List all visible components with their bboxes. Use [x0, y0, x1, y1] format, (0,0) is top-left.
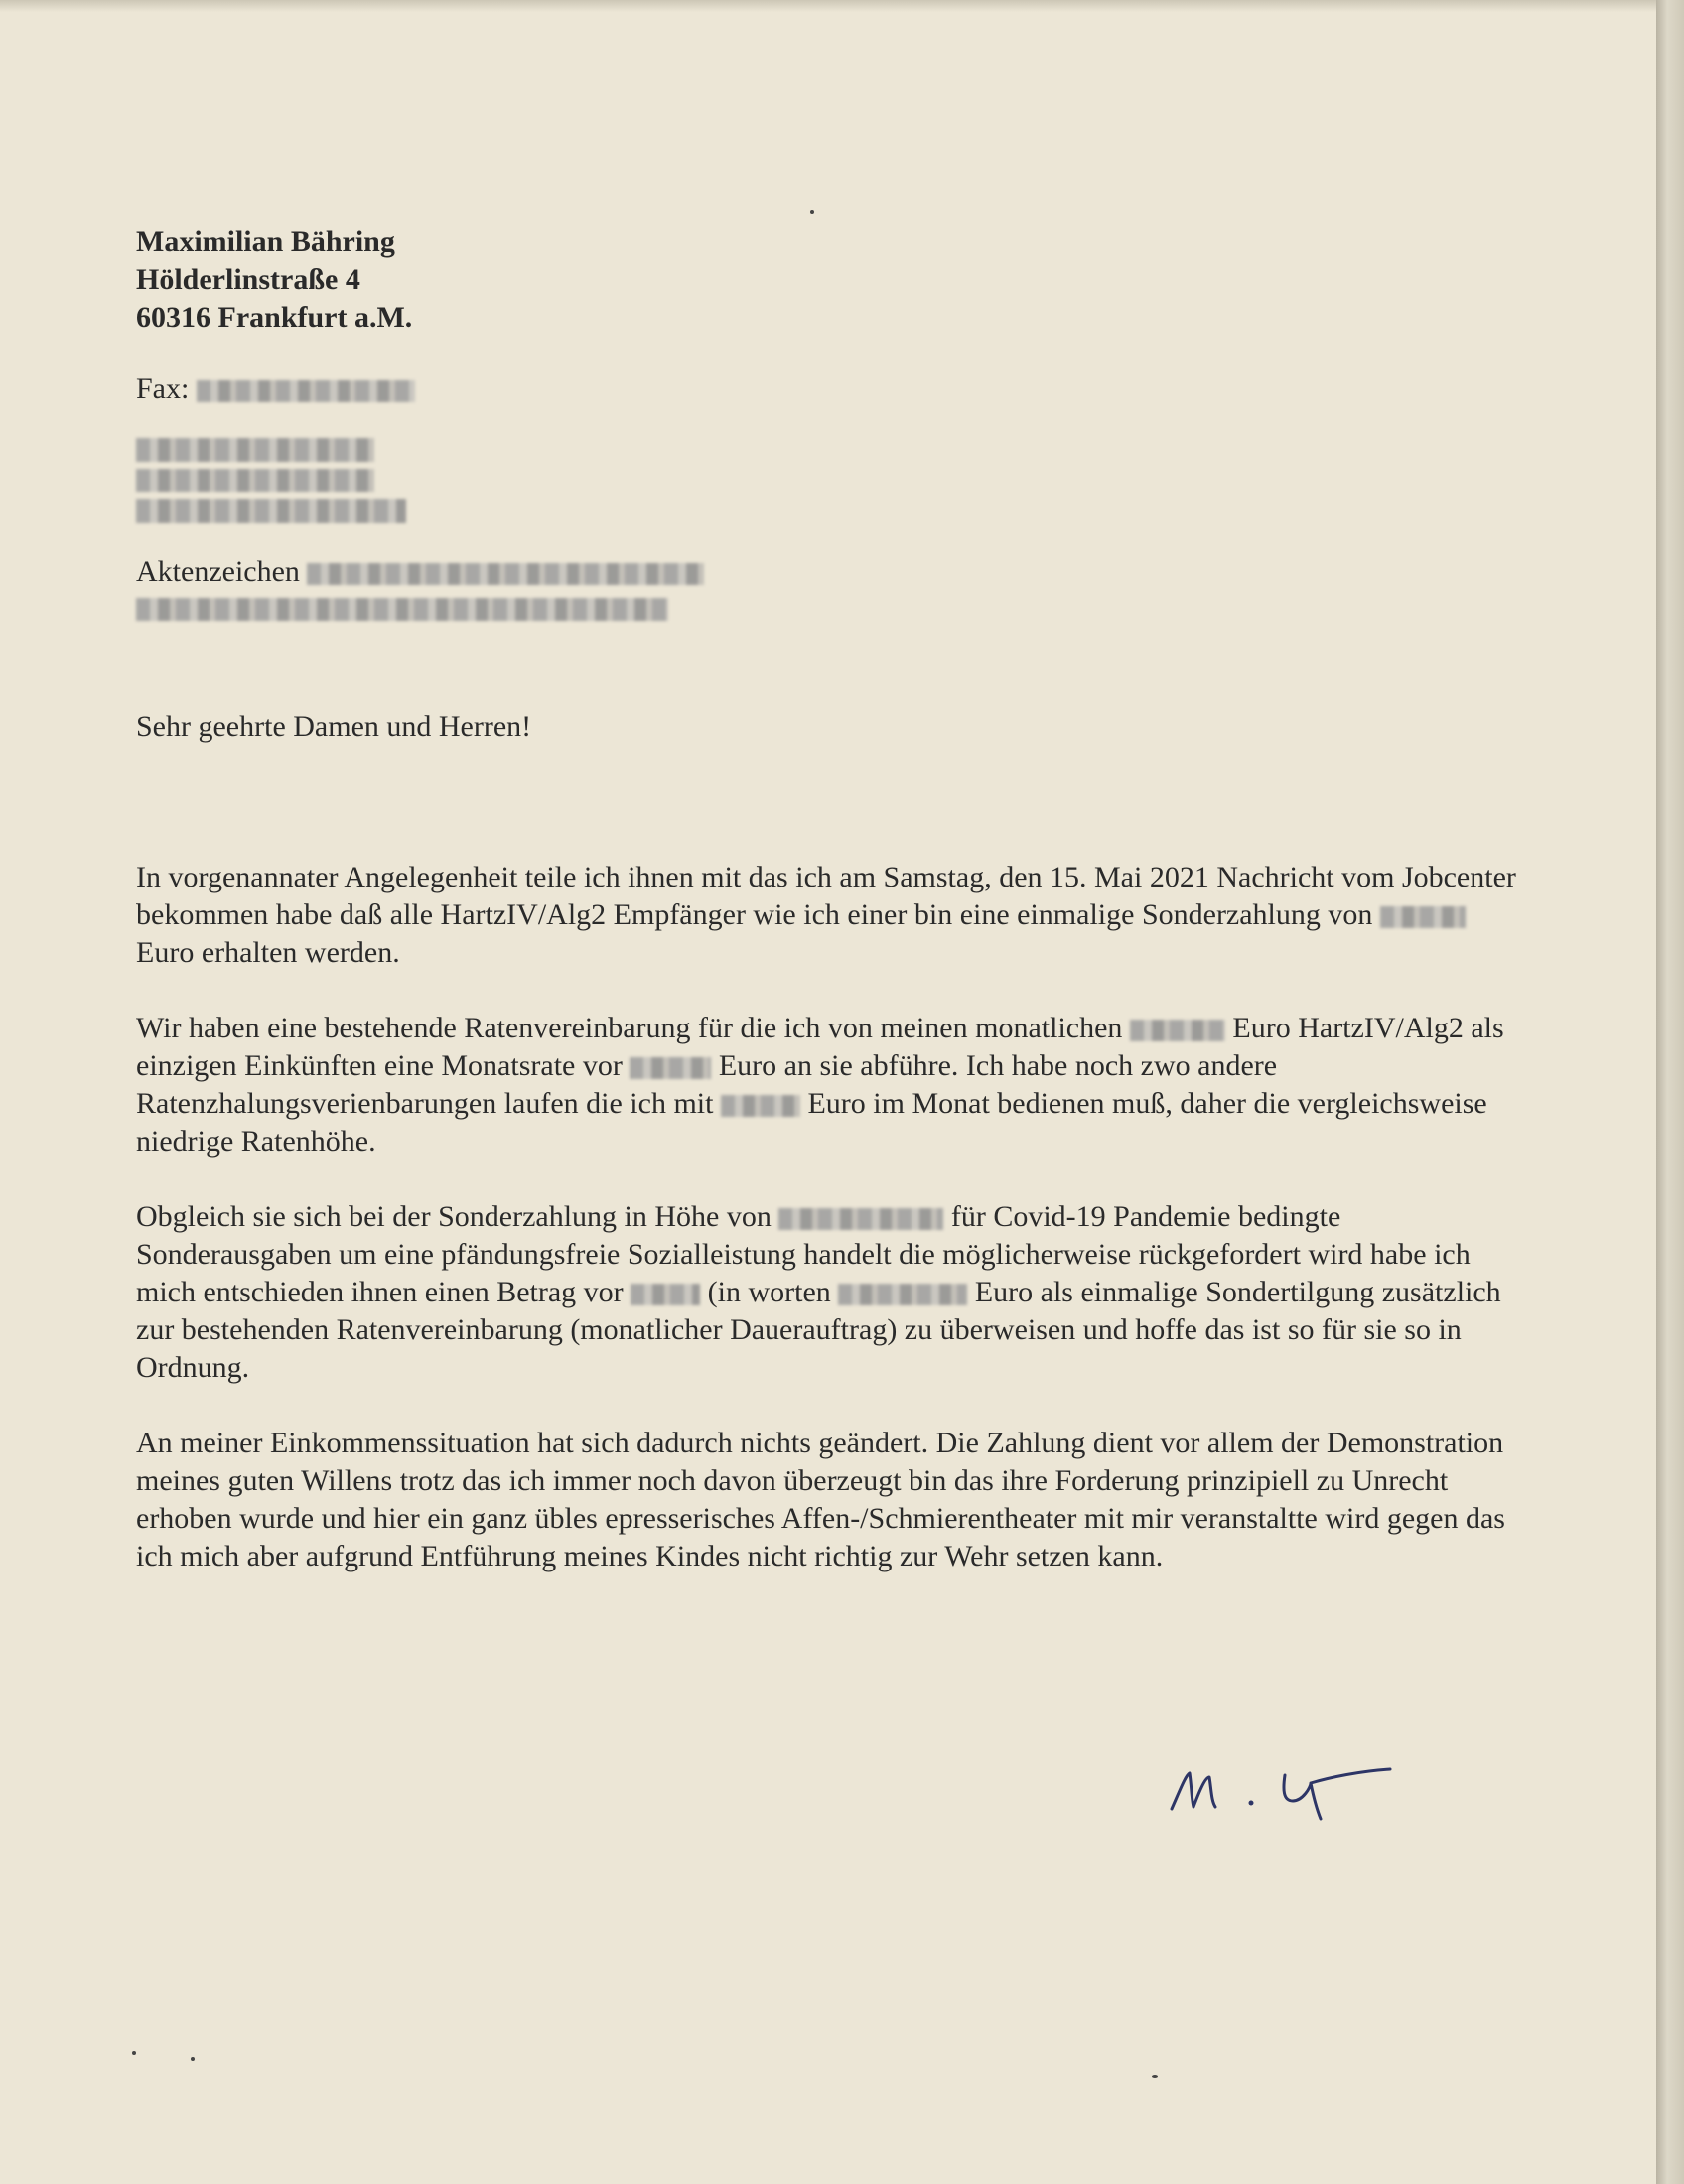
letter-body	[136, 223, 1526, 1575]
paragraph-3-text-b: für Covid-19 Pandemie bedingte Sonderausgaben um eine pfändungsfreie Sozialleistung handelt die möglicherweise rückgefordert wird habe ich mich entschieden ihnen einen Betrag vor	[136, 1200, 1471, 1308]
paragraph-1	[136, 859, 1526, 972]
page-right-edge	[1656, 0, 1684, 2184]
redacted-amount	[631, 1284, 700, 1305]
redacted-amount	[1130, 1020, 1225, 1041]
paper-speck	[810, 210, 814, 214]
sender-address	[136, 223, 1526, 337]
paragraph-2	[136, 1010, 1526, 1160]
paragraph-3-text-a: Obgleich sie sich bei der Sonderzahlung in Höhe von	[136, 1200, 772, 1233]
fax-line	[136, 370, 1526, 408]
redacted-amount-in-words	[838, 1284, 967, 1305]
sender-name: Maximilian Bähring	[136, 225, 395, 258]
redacted-amount	[778, 1208, 943, 1230]
paragraph-3-text-c: (in worten	[707, 1276, 831, 1308]
paragraph-2-text-a: Wir haben eine bestehende Ratenvereinbarung für die ich von meinen monatlichen	[136, 1012, 1123, 1044]
redacted-recipient-line-1	[136, 438, 374, 462]
paragraph-1-text-b: Euro erhalten werden.	[136, 936, 400, 969]
page-top-edge	[0, 0, 1656, 12]
paper-speck	[1152, 2075, 1158, 2078]
paragraph-2-text-c: Euro an sie abführe. Ich habe noch zwo andere Ratenzhalungsverienbarungen laufen die ich mit	[136, 1049, 1278, 1120]
recipient-address-redacted	[136, 438, 1526, 523]
redacted-amount	[721, 1095, 800, 1117]
sender-street: Hölderlinstraße 4	[136, 263, 360, 296]
paragraph-3-text-d: Euro als einmalige Sondertilgung zusätzlich zur bestehenden Ratenvereinbarung (monatlicher Dauerauftrag) zu überweisen und hoffe das ist so für sie so in Ordnung.	[136, 1276, 1501, 1384]
aktenzeichen-block	[136, 553, 1526, 621]
paper-speck	[132, 2051, 136, 2055]
handwritten-signature	[1162, 1747, 1400, 1827]
redacted-recipient-line-2	[136, 469, 374, 492]
redacted-amount	[630, 1057, 711, 1079]
fax-label: Fax:	[136, 372, 190, 405]
paragraph-3	[136, 1198, 1526, 1387]
paragraph-1-text-a: In vorgenannater Angelegenheit teile ich ihnen mit das ich am Samstag, den 15. Mai 2021 Nachricht vom Jobcenter bekommen habe daß alle HartzIV/Alg2 Empfänger wie ich einer bin eine einmalige Sonderzahlung von	[136, 861, 1516, 931]
redacted-aktenzeichen-line-2	[136, 598, 668, 621]
redacted-fax-number	[197, 380, 415, 402]
redacted-amount	[1380, 906, 1466, 928]
paragraph-2-text-b: Euro HartzIV/Alg2 als einzigen Einkünften eine Monatsrate vor	[136, 1012, 1504, 1082]
aktenzeichen-label: Aktenzeichen	[136, 555, 300, 588]
redacted-aktenzeichen	[307, 563, 704, 585]
greeting: Sehr geehrte Damen und Herren!	[136, 710, 532, 743]
redacted-recipient-line-3	[136, 499, 406, 523]
paragraph-2-text-d: Euro im Monat bedienen muß, daher die vergleichsweise niedrige Ratenhöhe.	[136, 1087, 1487, 1158]
paragraph-4: An meiner Einkommenssituation hat sich dadurch nichts geändert. Die Zahlung dient vor allem der Demonstration meines guten Willens trotz das ich immer noch davon überzeugt bin das ihre Forderung prinzipiell zu Unrecht erhoben wurde und hier ein ganz übles epresserisches Affen-/Schmierentheater mit mir veranstaltte wird gegen das ich mich aber aufgrund Entführung meines Kindes nicht richtig zur Wehr setzen kann.	[136, 1427, 1505, 1572]
paper-speck	[191, 2057, 195, 2061]
sender-city: 60316 Frankfurt a.M.	[136, 301, 413, 334]
